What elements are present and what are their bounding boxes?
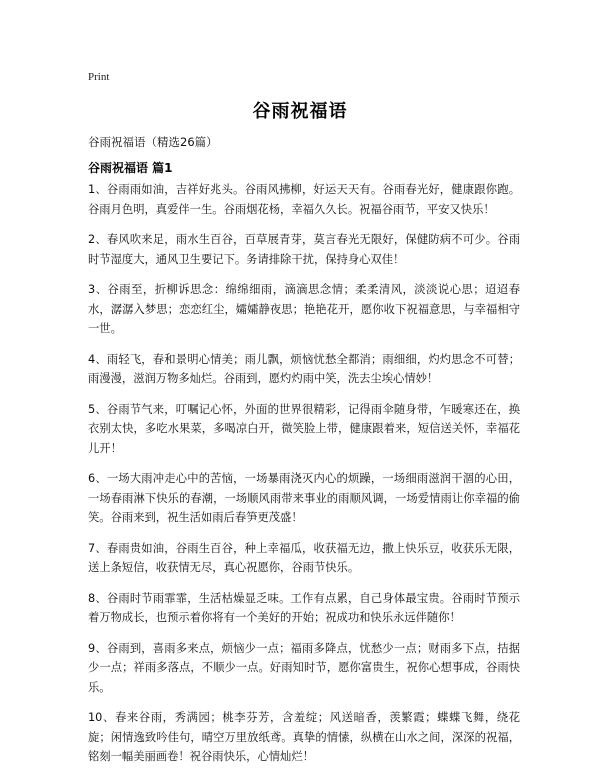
paragraph-10: 10、春来谷雨，秀满园；桃李芬芳，含羞绽；风送暗香，羡繁霞；蝶蝶飞舞，绕花旋；闲情逸致吟佳句，晴空万里放纸鸢。真挚的情愫，纵横在山水之间，深深的祝福，铭刻一幅美丽画卷！祝谷雨快乐，心情灿烂！ <box>88 711 520 763</box>
paragraph-5: 5、谷雨节气来，叮嘱记心怀，外面的世界很精彩，记得雨伞随身带，乍暖寒还在，换衣别太快，多吃水果菜，多喝凉白开，微笑脸上带，健康跟着来，短信送关怀，幸福花儿开！ <box>88 402 520 455</box>
paragraph-4: 4、雨轻飞，春和景明心情美；雨儿飘，烦恼忧愁全都消；雨细细，灼灼思念不可替；雨漫漫，滋润万物多灿烂。谷雨到，愿灼灼雨中笑，洗去尘埃心情妙！ <box>88 352 520 385</box>
paragraph-1: 1、谷雨雨如油，吉祥好兆头。谷雨风拂柳，好运天天有。谷雨春光好，健康跟你跑。谷雨月色明，真爱伴一生。谷雨烟花杨，幸福久久长。祝福谷雨节，平安又快乐！ <box>88 183 520 216</box>
article-body <box>88 180 520 778</box>
paragraph-9: 9、谷雨到，喜雨多来点，烦恼少一点；福雨多降点，忧愁少一点；财雨多下点，拮据少一点；祥雨多落点，不顺少一点。好雨知时节，愿你富贵生，祝你心想事成，谷雨快乐。 <box>88 641 520 694</box>
print-label[interactable]: Print <box>88 71 110 83</box>
section-heading: 谷雨祝福语 篇1 <box>88 161 173 175</box>
paragraph-6: 6、一场大雨冲走心中的苦恼，一场暴雨浇灭内心的烦躁，一场细雨滋润干涸的心田，一场春雨淋下快乐的春潮，一场顺风雨带来事业的雨顺风调，一场爱情雨让你幸福的偷笑。谷雨来到，祝生活如雨后春笋更茂盛！ <box>88 472 520 524</box>
paragraph-8: 8、谷雨时节雨霏霏，生活枯燥显乏味。工作有点累，自己身体最宝贵。谷雨时节预示着万物成长，也预示着你将有一个美好的开始；祝成功和快乐永远伴随你！ <box>88 591 520 624</box>
paragraph-2: 2、春风吹来足，雨水生百谷，百草展青芽，莫言春光无限好，保健防病不可少。谷雨时节湿度大，通风卫生要记下。务请排除干扰，保持身心双佳！ <box>88 233 520 266</box>
paragraph-7: 7、春雨贵如油，谷雨生百谷，种上幸福瓜，收获福无边，撒上快乐豆，收获乐无限，送上条短信，收获情无尽，真心祝愿你，谷雨节快乐。 <box>88 541 520 574</box>
page-title: 谷雨祝福语 <box>252 101 348 122</box>
paragraph-3: 3、谷雨至，折柳诉思念：绵绵细雨，滴滴思念情；柔柔清风，淡淡说心思；迢迢春水，潺潺入梦思；恋恋红尘，孀孀静夜思；艳艳花开，愿你收下祝福意思，与幸福相守一世。 <box>88 283 520 335</box>
document-subtitle: 谷雨祝福语（精选26篇） <box>88 135 218 149</box>
